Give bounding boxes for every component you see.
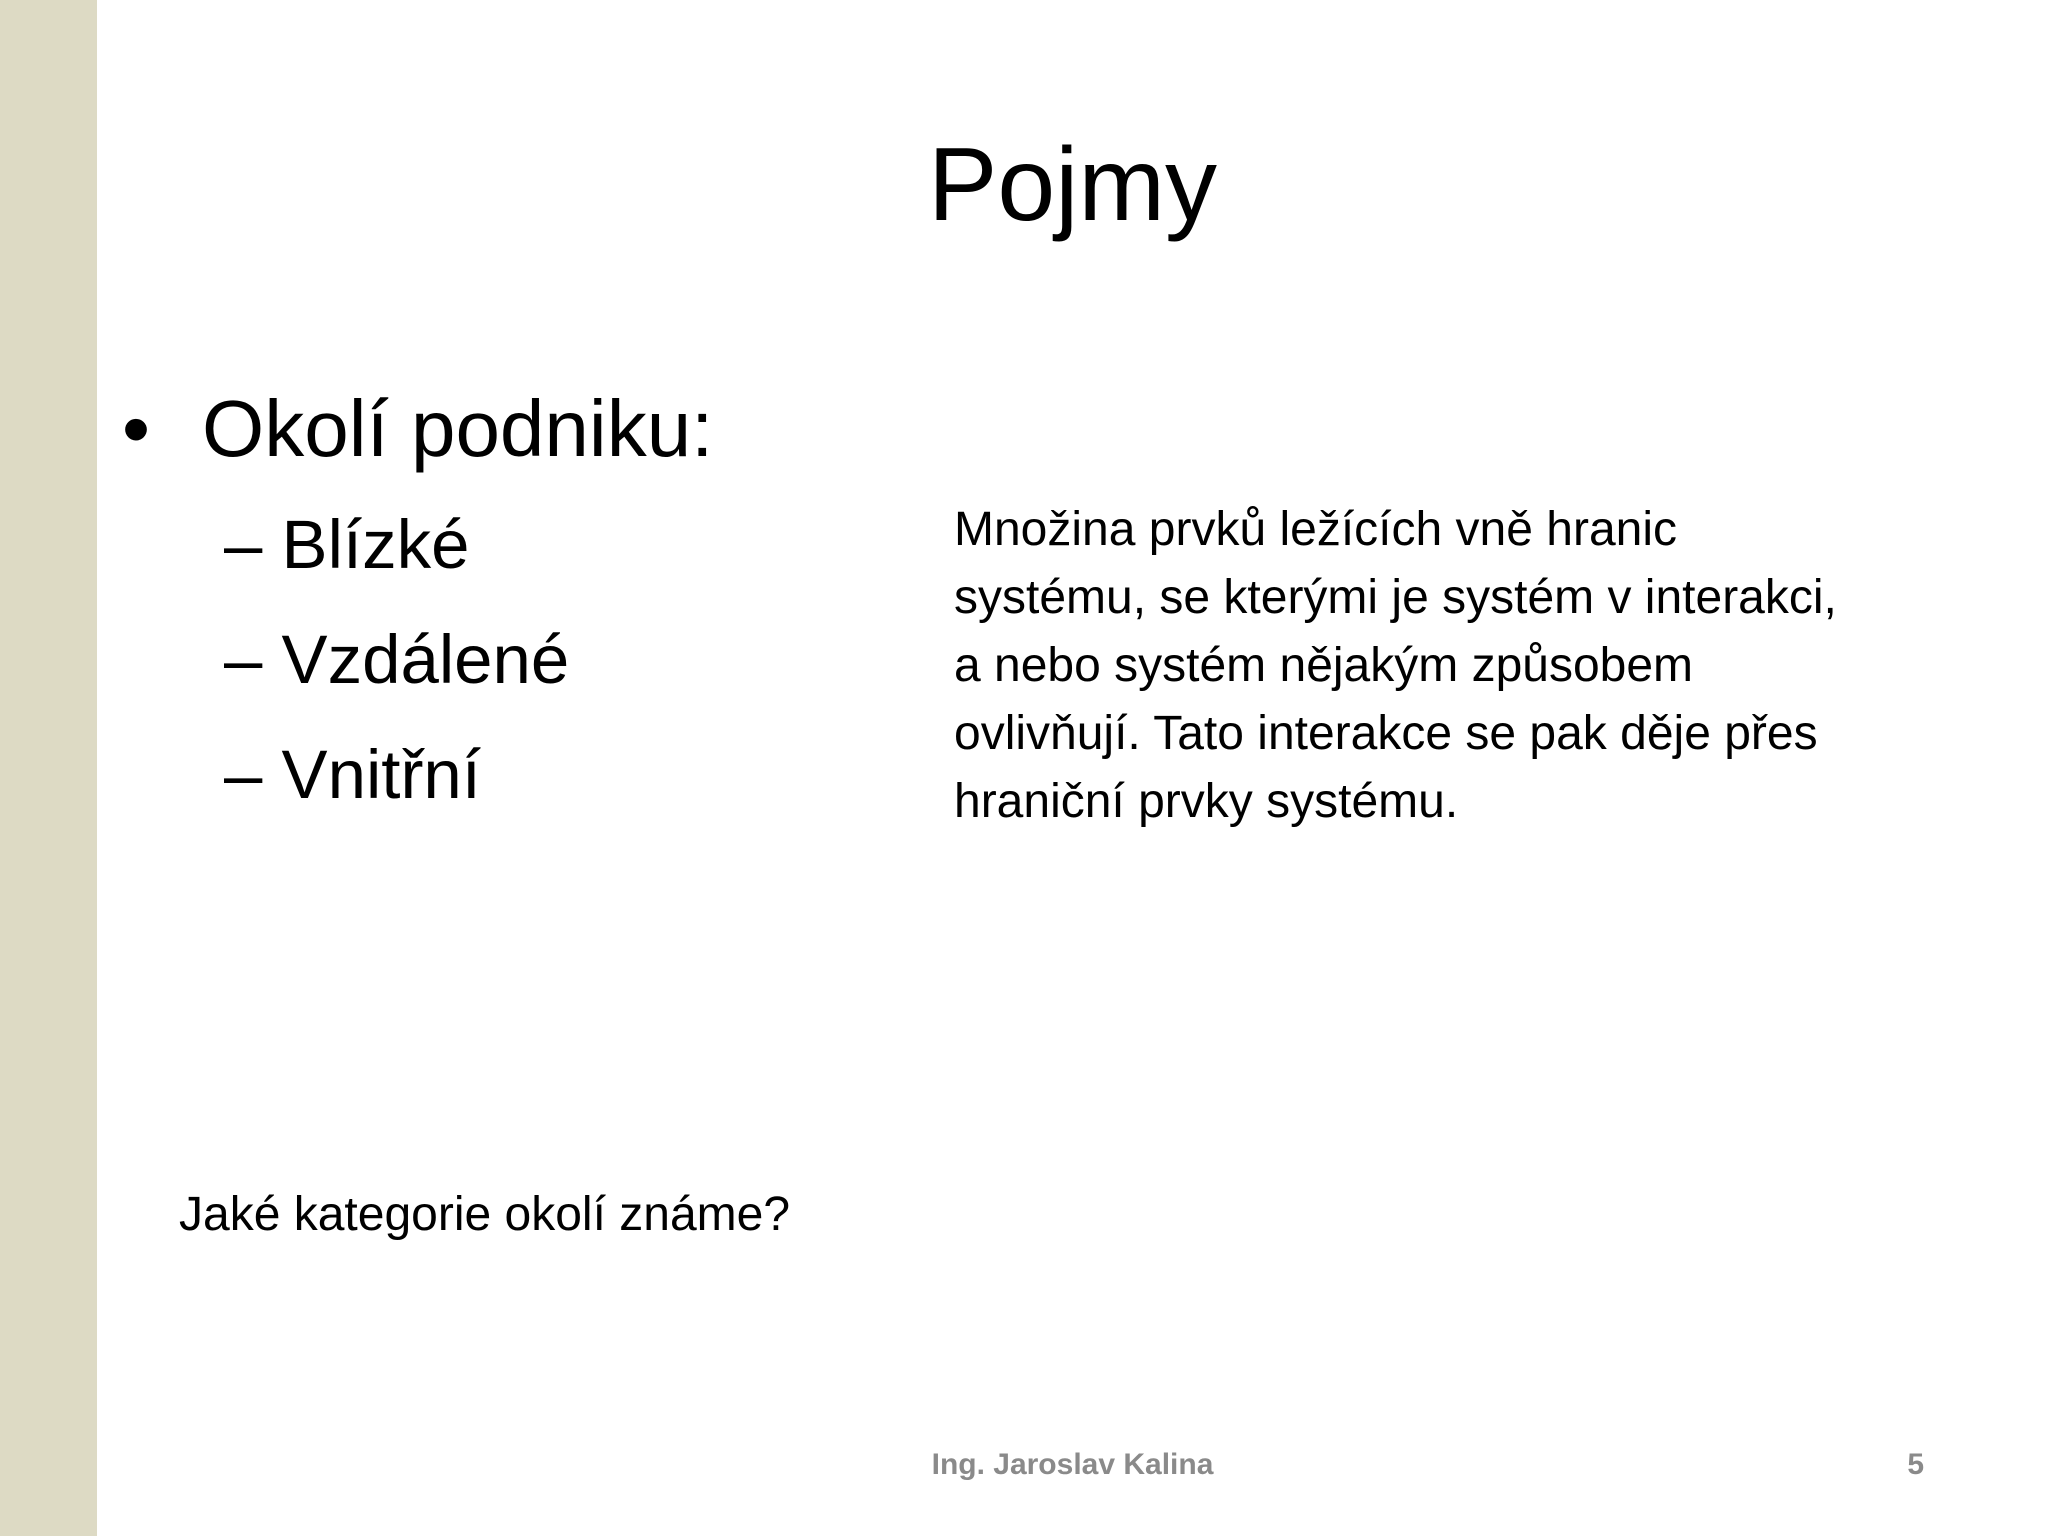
bullet-marker: • bbox=[122, 384, 151, 473]
footer-page-number: 5 bbox=[1907, 1448, 1924, 1481]
definition-line: ovlivňují. Tato interakce se pak děje přes bbox=[954, 707, 1818, 760]
main-bullet bbox=[122, 383, 713, 475]
sub-item-blizke: – Blízké bbox=[224, 506, 470, 583]
sub-item-vzdalene: – Vzdálené bbox=[224, 621, 570, 698]
slide-side-bar bbox=[0, 0, 97, 1536]
slide-title: Pojmy bbox=[928, 127, 1217, 243]
main-bullet-text: Okolí podniku: bbox=[202, 384, 714, 473]
footer-author: Ing. Jaroslav Kalina bbox=[931, 1448, 1214, 1481]
definition-line: systému, se kterými je systém v interakci, bbox=[954, 571, 1837, 624]
question-text: Jaké kategorie okolí známe? bbox=[179, 1188, 791, 1241]
definition-line: hraniční prvky systému. bbox=[954, 775, 1459, 828]
sub-item-list bbox=[224, 505, 569, 850]
definition-text bbox=[954, 496, 1974, 836]
definition-line: a nebo systém nějakým způsobem bbox=[954, 639, 1694, 692]
definition-line: Množina prvků ležících vně hranic bbox=[954, 503, 1677, 556]
sub-item-vnitrni: – Vnitřní bbox=[224, 736, 481, 813]
